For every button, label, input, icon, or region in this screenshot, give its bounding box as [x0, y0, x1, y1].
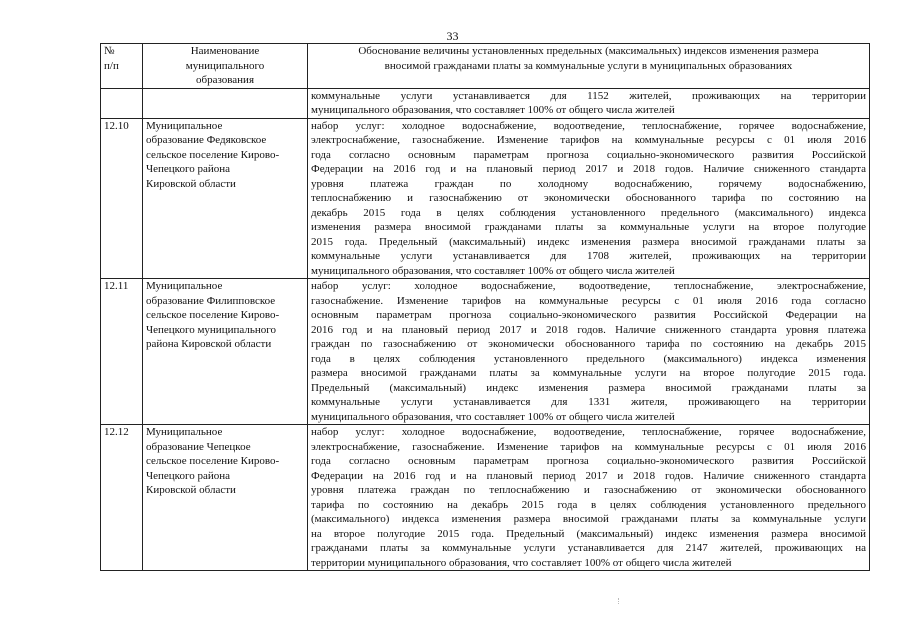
- municipality-name: [143, 118, 308, 279]
- justification-text: [308, 118, 870, 279]
- justification-line: электроснабжение, газоснабжение. Изменение тарифов на коммунальные ресурсы с 01 июля 2016: [311, 440, 866, 453]
- scan-artifact: [618, 598, 621, 604]
- row-number: 12.10: [101, 118, 143, 279]
- table-row: [101, 88, 870, 118]
- justification-line: муниципального образования, что составляет 100% от общего числа жителей: [311, 264, 675, 277]
- justification-line: Предельный (максимальный) индекс изменения размера вносимой гражданами платы за: [311, 381, 866, 394]
- row-number: [101, 88, 143, 118]
- header-justification-line: Обоснование величины установленных предельных (максимальных) индексов изменения размера: [358, 45, 819, 57]
- municipality-name-line: Чепецкого района: [146, 469, 230, 482]
- justification-line: 2016 год и на плановый период 2017 и 2018 годов. Наличие сниженного стандарта уровня платежа: [311, 323, 866, 336]
- justification-line: набор услуг: холодное водоснабжение, водоотведение, теплоснабжение, электроснабжение,: [311, 280, 866, 292]
- header-justification: [308, 44, 870, 89]
- justification-text: [308, 425, 870, 571]
- municipality-name-line: Чепецкого муниципального: [146, 323, 276, 336]
- municipality-name-line: сельское поселение Кирово-: [146, 455, 280, 467]
- justification-line: электроснабжение, газоснабжение. Изменение тарифов на коммунальные ресурсы с 01 июля 2016: [311, 134, 866, 146]
- municipality-name-line: Кировской области: [146, 484, 236, 496]
- municipality-name-line: Муниципальное: [146, 280, 223, 292]
- header-number: [101, 44, 143, 89]
- justification-line: 2015 года. Предельный (максимальный) индекс изменения размера вносимой гражданами платы за: [311, 235, 866, 248]
- header-number-line: п/п: [104, 59, 119, 72]
- municipality-name-line: района Кировской области: [146, 338, 272, 350]
- justification-line: года в целях соблюдения установленного предельного (максимального) индекса изменения: [311, 352, 866, 365]
- header-number-line: №: [104, 45, 115, 57]
- municipality-name: [143, 279, 308, 425]
- municipal-index-table: [100, 43, 870, 571]
- justification-line: теплоснабжению и газоснабжению от экономически обоснованного тарифа по состоянию на: [311, 192, 866, 204]
- table-row: [101, 425, 870, 571]
- justification-line: муниципального образования, что составляет 100% от общего числа жителей: [311, 410, 675, 423]
- justification-line: изменения размера вносимой гражданами платы за коммунальные услуги на второе полугодие: [311, 221, 866, 233]
- justification-line: Федерации на 2016 год и на плановый период 2017 и 2018 годов. Наличие сниженного стандарта: [311, 163, 866, 175]
- justification-line: территории муниципального образования, что составляет 100% от общего числа жителей: [311, 556, 732, 569]
- justification-line: Федерации на 2016 год и на плановый период 2017 и 2018 годов. Наличие сниженного стандарта: [311, 469, 866, 482]
- justification-line: газоснабжение. Изменение тарифов на коммунальные ресурсы с 01 июля 2016 года согласно: [311, 294, 866, 307]
- justification-line: основным параметрам прогноза социально-экономического развития Российской Федерации на: [311, 309, 866, 321]
- justification-line: года согласно основным параметрам прогноза социально-экономического развития Российской: [311, 455, 866, 467]
- municipality-name: [143, 425, 308, 571]
- justification-text: [308, 88, 870, 118]
- municipality-name: [143, 88, 308, 118]
- justification-line: уровня платежа граждан по холодному водоснабжению, горячему водоснабжению,: [311, 177, 866, 190]
- row-number: 12.11: [101, 279, 143, 425]
- table-row: [101, 279, 870, 425]
- municipality-name-line: образование Чепецкое: [146, 440, 251, 453]
- table-body: [101, 88, 870, 571]
- municipality-name-line: сельское поселение Кирово-: [146, 309, 280, 321]
- justification-line: набор услуг: холодное водоснабжение, водоотведение, теплоснабжение, горячее водоснабжение,: [311, 119, 866, 132]
- row-number: 12.12: [101, 425, 143, 571]
- header-name-line: Наименование: [190, 45, 260, 57]
- justification-line: (максимального) индекса изменения размера вносимой гражданами платы за коммунальные услуги: [311, 513, 866, 525]
- municipality-name-line: Муниципальное: [146, 119, 223, 132]
- municipality-name-line: образование Филипповское: [146, 294, 276, 307]
- justification-line: уровня платежа граждан по теплоснабжению и газоснабжению от экономически обоснованного: [311, 484, 866, 496]
- page-number: 33: [446, 29, 459, 43]
- justification-line: коммунальные услуги устанавливается для 1152 жителей, проживающих на территории: [311, 89, 866, 102]
- justification-line: граждан по газоснабжению от экономически обоснованного тарифа по состоянию на декабрь 2015: [311, 338, 866, 350]
- header-name: [143, 44, 308, 89]
- municipality-name-line: сельское поселение Кирово-: [146, 148, 280, 161]
- justification-line: муниципального образования, что составляет 100% от общего числа жителей: [311, 104, 675, 116]
- justification-line: тарифа по состоянию на декабрь 2015 года в целях соблюдения установленного предельного: [311, 498, 866, 511]
- header-name-line: муниципального: [185, 59, 265, 72]
- table-row: [101, 118, 870, 279]
- header-justification-line: вносимой гражданами платы за коммунальные услуги в муниципальных образованиях: [384, 59, 793, 72]
- table-header-row: [101, 44, 870, 89]
- justification-line: размера вносимой гражданами платы за коммунальные услуги на второе полугодие 2015 года.: [311, 367, 866, 379]
- justification-line: года согласно основным параметрам прогноза социально-экономического развития Российской: [311, 148, 866, 161]
- header-name-line: образования: [195, 74, 255, 86]
- justification-text: [308, 279, 870, 425]
- justification-line: коммунальные услуги устанавливается для 1708 жителей, проживающих на территории: [311, 250, 866, 262]
- municipality-name-line: Муниципальное: [146, 426, 223, 438]
- justification-line: гражданами платы за коммунальные услуги устанавливается для 2147 жителей, проживающих на: [311, 542, 866, 554]
- justification-line: на второе полугодие 2015 года. Предельный (максимальный) индекс изменения размера вносимой: [311, 527, 866, 540]
- justification-line: набор услуг: холодное водоснабжение, водоотведение, теплоснабжение, горячее водоснабжение,: [311, 426, 866, 438]
- justification-line: декабрь 2015 года в целях соблюдения установленного предельного (максимального) индекса: [311, 206, 866, 219]
- justification-line: коммунальные услуги устанавливается для 1331 жителя, проживающего на территории: [311, 396, 866, 408]
- municipality-name-line: Чепецкого района: [146, 163, 230, 175]
- municipality-name-line: Кировской области: [146, 177, 236, 190]
- municipality-name-line: образование Федяковское: [146, 134, 267, 146]
